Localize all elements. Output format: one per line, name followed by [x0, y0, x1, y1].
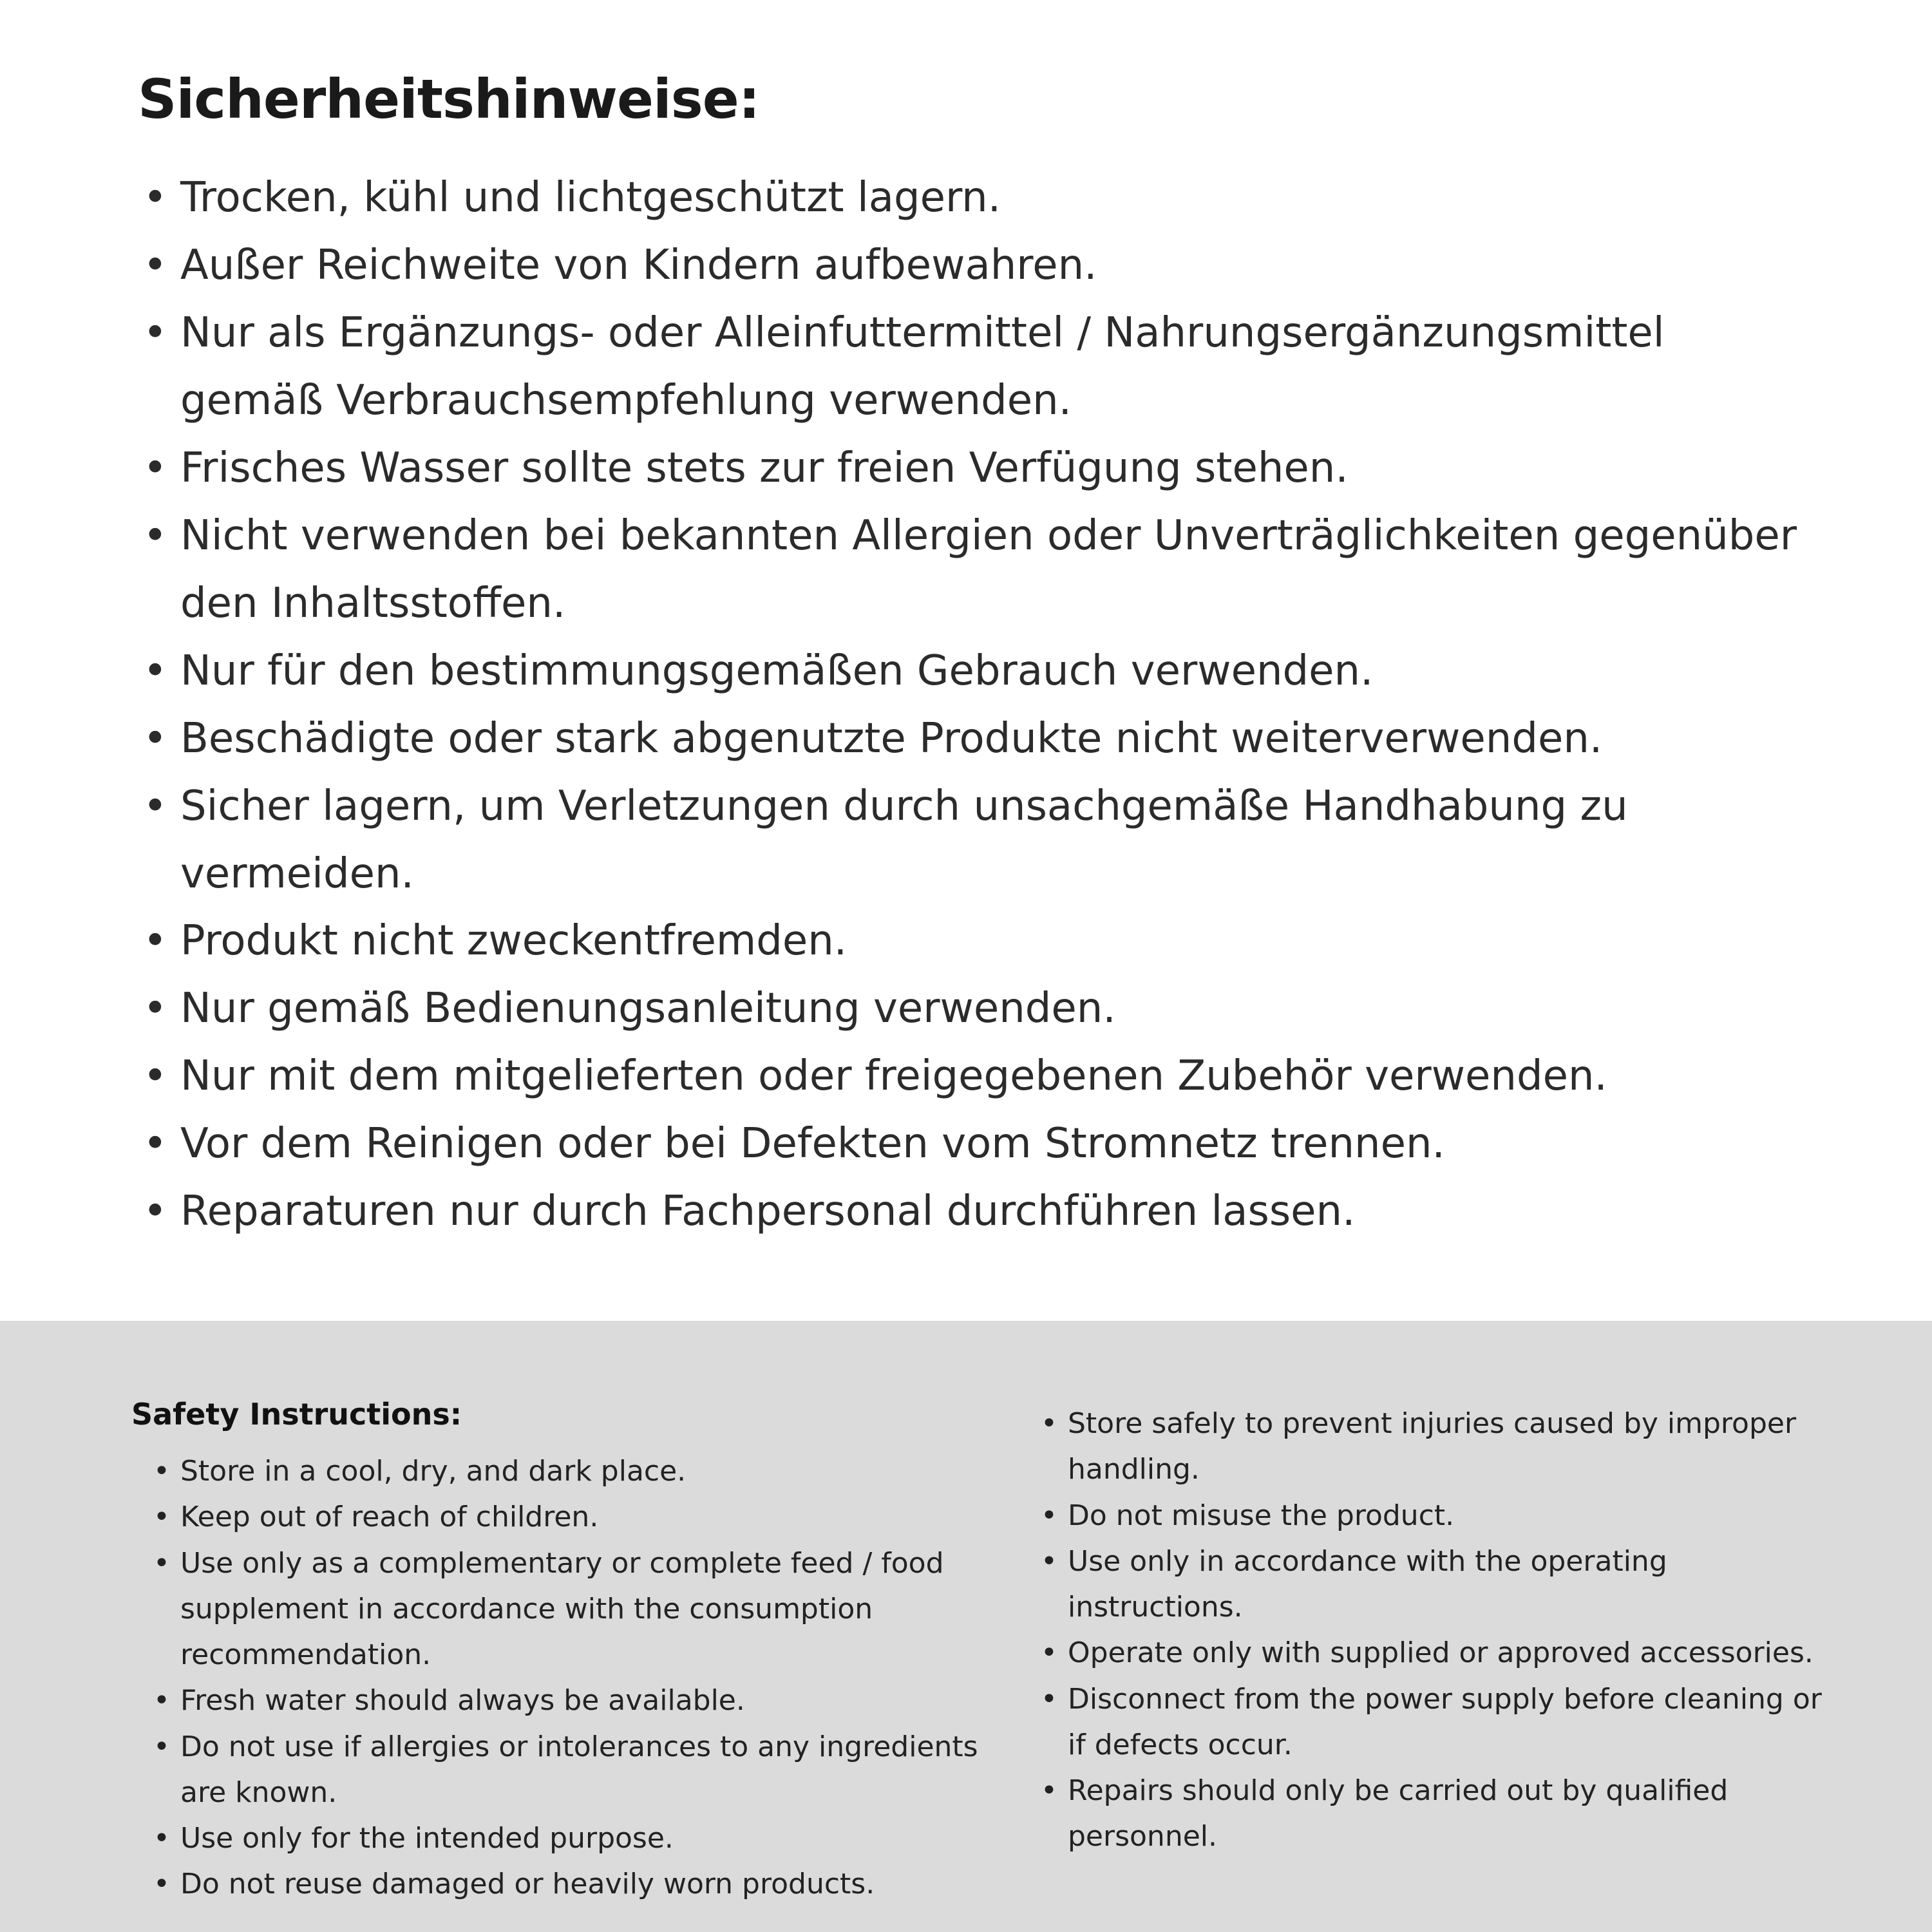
list-item: • Keep out of reach of children.	[151, 1494, 981, 1540]
list-item: • Frisches Wasser sollte stets zur freien Verfügung stehen.	[138, 435, 1816, 502]
list-item: • Sicher lagern, um Verletzungen durch unsachgemäße Handhabung zu vermeiden.	[138, 773, 1816, 908]
german-safety-list	[138, 164, 1816, 1245]
list-item: • Nur gemäß Bedienungsanleitung verwenden.	[138, 975, 1816, 1043]
list-item: • Repairs should only be carried out by qualified personnel.	[1038, 1768, 1837, 1860]
english-right-column	[1038, 1397, 1837, 1860]
english-right-list	[1038, 1401, 1837, 1860]
list-item: • Use only in accordance with the operating instructions.	[1038, 1539, 1837, 1631]
list-item: • Nur für den bestimmungsgemäßen Gebrauch verwenden.	[138, 638, 1816, 705]
list-item: • Store safely to prevent injuries caused by improper handling.	[1038, 1401, 1837, 1493]
list-item: • Nicht verwenden bei bekannten Allergien oder Unverträglichkeiten gegenüber den Inhaltsstoffen.	[138, 502, 1816, 638]
list-item: • Beschädigte oder stark abgenutzte Produkte nicht weiterverwenden.	[138, 705, 1816, 773]
english-section-title: Safety Instructions:	[131, 1397, 462, 1432]
list-item: • Nur mit dem mitgelieferten oder freigegebenen Zubehör verwenden.	[138, 1043, 1816, 1110]
list-item: • Außer Reichweite von Kindern aufbewahren.	[138, 232, 1816, 299]
list-item: • Store in a cool, dry, and dark place.	[151, 1448, 981, 1494]
english-left-column	[131, 1397, 981, 1908]
list-item: • Reparaturen nur durch Fachpersonal durchführen lassen.	[138, 1178, 1816, 1245]
list-item: • Produkt nicht zweckentfremden.	[138, 907, 1816, 975]
list-item: • Use only as a complementary or complete feed / food supplement in accordance with the consumption recommendation.	[151, 1540, 981, 1678]
list-item: • Do not use if allergies or intolerances to any ingredients are known.	[151, 1724, 981, 1816]
list-item: • Do not misuse the product.	[1038, 1493, 1837, 1539]
list-item: • Disconnect from the power supply before cleaning or if defects occur.	[1038, 1676, 1837, 1768]
list-item: • Vor dem Reinigen oder bei Defekten vom Stromnetz trennen.	[138, 1110, 1816, 1178]
german-section-title: Sicherheitshinweise:	[138, 68, 760, 131]
list-item: • Do not reuse damaged or heavily worn products.	[151, 1861, 981, 1907]
list-item: • Fresh water should always be available.	[151, 1678, 981, 1723]
english-left-list	[151, 1448, 981, 1908]
list-item: • Trocken, kühl und lichtgeschützt lagern.	[138, 164, 1816, 232]
list-item: • Use only for the intended purpose.	[151, 1815, 981, 1861]
english-safety-section	[0, 1321, 1932, 1932]
list-item: • Nur als Ergänzungs- oder Alleinfuttermittel / Nahrungsergänzungsmittel gemäß Verbrauchsempfehlung verwenden.	[138, 299, 1816, 435]
list-item: • Operate only with supplied or approved accessories.	[1038, 1630, 1837, 1676]
